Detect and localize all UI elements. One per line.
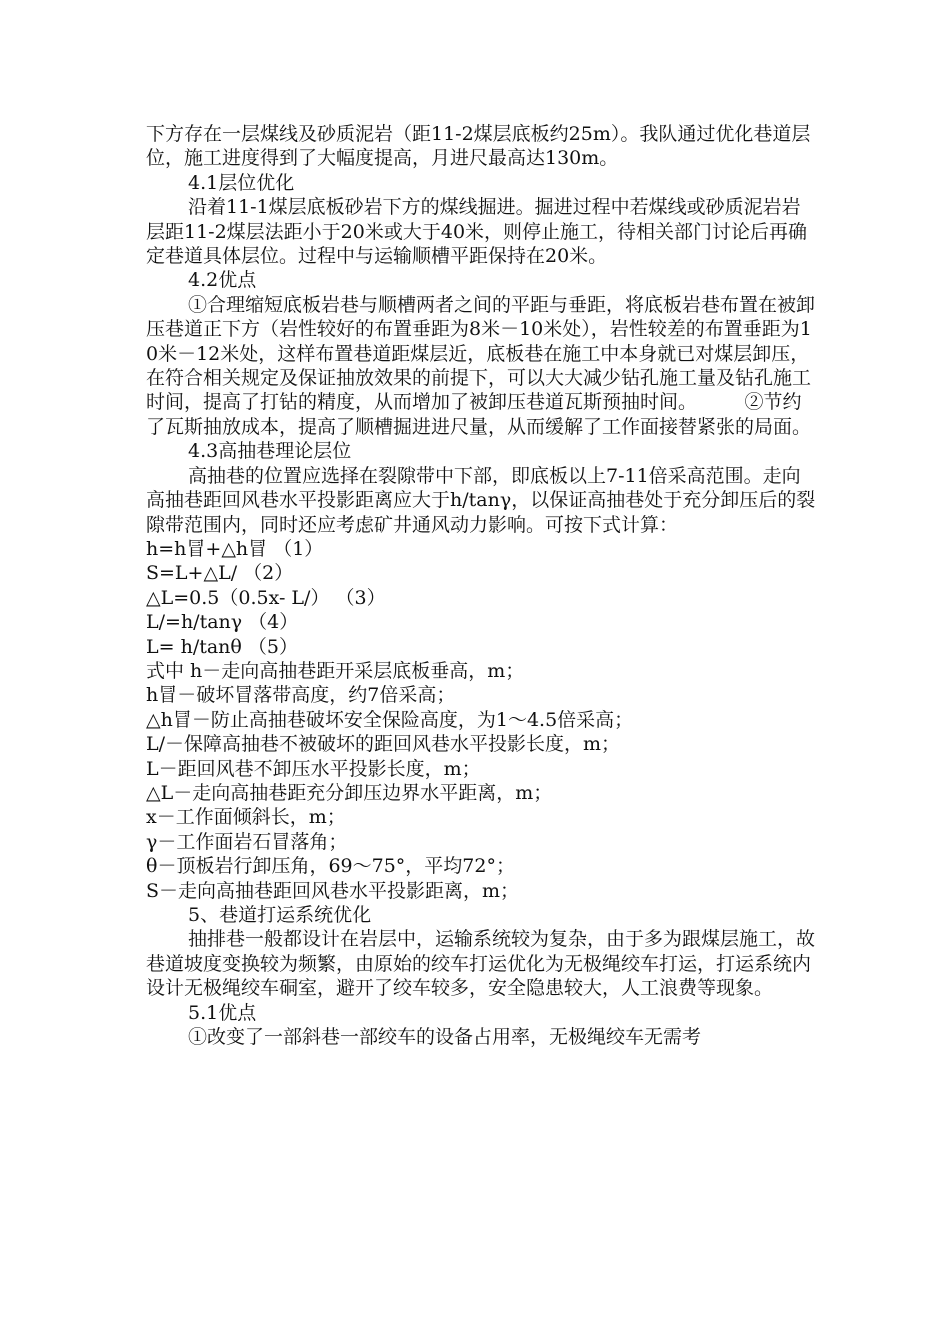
definition-l-prime: L/－保障高抽巷不被破坏的距回风巷水平投影长度，m；	[146, 733, 621, 756]
paragraph-4-2: ①合理缩短底板岩巷与顺槽两者之间的平距与垂距，将底板岩巷布置在被卸压巷道正下方（岩性较好的布置垂距为8米－10米处），岩性较差的布置垂距为10米－12米处，这样布置巷道距煤层近，底板巷在施工中本身就已对煤层卸压，在符合相关规定及保证抽放效果的前提下，可以大大减少钻孔施工量及钻孔施工时间，提高了打钻的精度，从而增加了被卸压巷道瓦斯预抽时间。 ②节约了瓦斯抽放成本，提高了顺槽掘进进尺量，从而缓解了工作面接替紧张的局面。	[146, 293, 816, 438]
formula-3: △L=0.5（0.5x- L/） （3）	[146, 586, 386, 609]
document-body	[146, 122, 816, 1049]
definition-s: S－走向高抽巷距回风巷水平投影距离，m；	[146, 879, 520, 902]
paragraph-4-3: 高抽巷的位置应选择在裂隙带中下部，即底板以上7-11倍采高范围。走向高抽巷距回风巷水平投影距离应大于h/tanγ，以保证高抽巷处于充分卸压后的裂隙带范围内，同时还应考虑矿井通风动力影响。可按下式计算：	[146, 464, 816, 536]
definition-gamma: γ－工作面岩石冒落角；	[146, 830, 348, 853]
definition-h: 式中 h－走向高抽巷距开采层底板垂高，m；	[146, 659, 525, 682]
paragraph-intro: 下方存在一层煤线及砂质泥岩（距11-2煤层底板约25m）。我队通过优化巷道层位，施工进度得到了大幅度提高，月进尺最高达130m。	[146, 123, 811, 170]
section-heading-4-3: 4.3高抽巷理论层位	[188, 440, 352, 463]
formula-4: L/=h/tanγ （4）	[146, 611, 299, 634]
formula-1: h=h冒+△h冒 （1）	[146, 537, 324, 560]
definition-delta-l: △L－走向高抽巷距充分卸压边界水平距离，m；	[146, 781, 553, 804]
section-heading-5: 5、巷道打运系统优化	[188, 904, 372, 926]
definition-theta: θ－顶板岩行卸压角，69～75°，平均72°；	[146, 855, 515, 878]
definition-x: x－工作面倾斜长，m；	[146, 806, 346, 829]
definition-delta-h: △h冒－防止高抽巷破坏安全保险高度，为1～4.5倍采高；	[146, 708, 634, 731]
paragraph-4-1: 沿着11-1煤层底板砂岩下方的煤线掘进。掘进过程中若煤线或砂质泥岩岩层距11-2煤层法距小于20米或大于40米，则停止施工，待相关部门讨论后再确定巷道具体层位。过程中与运输顺槽平距保持在20米。	[146, 196, 808, 268]
paragraph-5: 抽排巷一般都设计在岩层中，运输系统较为复杂，由于多为跟煤层施工，故巷道坡度变换较为频繁，由原始的绞车打运优化为无极绳绞车打运，打运系统内设计无极绳绞车硐室，避开了绞车较多，安全隐患较大，人工浪费等现象。	[146, 928, 816, 1000]
formula-2: S=L+△L/ （2）	[146, 562, 294, 585]
section-heading-4-1: 4.1层位优化	[188, 171, 295, 194]
section-heading-5-1: 5.1优点	[188, 1001, 257, 1024]
definition-l: L－距回风巷不卸压水平投影长度，m；	[146, 757, 481, 780]
formula-5: L= h/tanθ （5）	[146, 635, 298, 658]
definition-h-mao: h冒－破坏冒落带高度，约7倍采高；	[146, 684, 456, 707]
paragraph-5-1: ①改变了一部斜巷一部绞车的设备占用率，无极绳绞车无需考	[188, 1026, 702, 1049]
section-heading-4-2: 4.2优点	[188, 269, 257, 292]
